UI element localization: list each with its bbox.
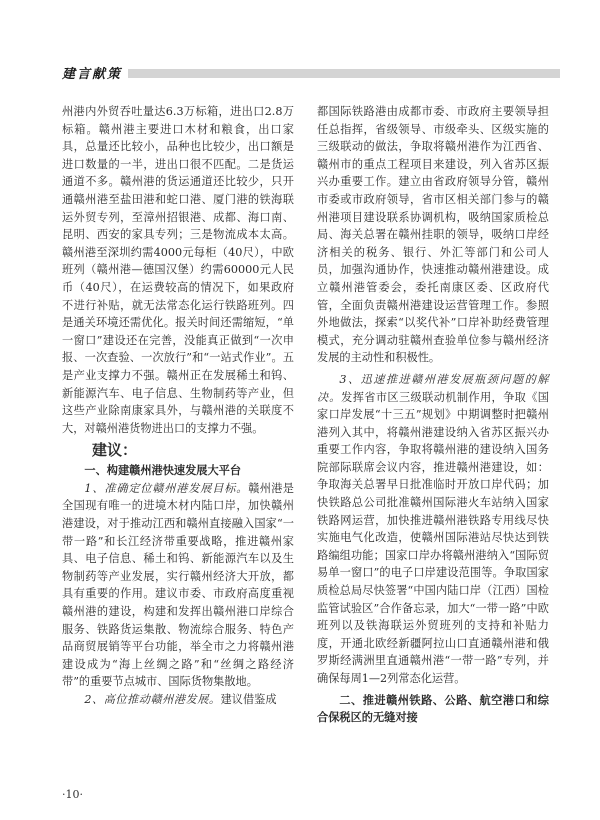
paragraph-1-text: 赣州港是全国现有唯一的进境木材内陆口岸，加快赣州港建设，对于推动江西和赣州直接融入国家“一带一路”和长江经济带重要战略，推进赣州家具、电子信息、稀土和钨、新能源汽车以及生物制药等产业发展，实行赣州经济大开放，都具有重要的作用。建议市委、市政府高度重视赣州港的建设，构建和发挥出赣州港口岸综合服务、铁路货运集散、物流综合服务、特色产品商贸展销等平台功能，举全市之力将赣州港建设成为“海上丝绸之路”和“丝绸之路经济带”的重要节点城市、国际货物集散地。: [62, 481, 294, 689]
section-heading-2: 二、推进赣州铁路、公路、航空港口和综合保税区的无缝对接: [317, 693, 549, 725]
suggestions-heading: 建议：: [92, 441, 138, 460]
subheading-3: 3、迅速推进赣州港发展瓶颈问题的解决。: [317, 372, 549, 404]
paragraph-1: [62, 480, 294, 691]
subheading-1: 1、准确定位赣州港发展目标。: [84, 481, 249, 495]
paragraph-3-text: 发挥省市区三级联动机制作用，争取《国家口岸发展“十三五”规划》中期调整时把赣州港列入其中，将赣州港建设纳入省苏区振兴办重要工作内容，争取将赣州港的建设纳入国务院部际联席会议内容，推进赣州港建设，如：争取海关总署早日批准临时开放口岸代码；加快铁路总公司批准赣州国际港火车站纳入国家铁路网运营，加快推进赣州港铁路专用线尽快实施电气化改造，使赣州国际港站尽快达到铁路编组功能；国家口岸办将赣州港纳入“国际贸易单一窗口”的电子口岸建设范围等。争取国家质检总局尽快签署“中国内陆口岸（江西）国检监管试验区”合作备忘录，加大“一带一路”中欧班列以及铁海联运外贸班列的支持和补贴力度，开通北欧经新疆阿拉山口直通赣州港和俄罗斯经满洲里直通赣州港“一带一路”专列，并确保每周1—2列常态化运营。: [317, 390, 549, 685]
left-column: [62, 103, 294, 709]
header-bar: [128, 69, 560, 78]
page-header: [62, 63, 562, 83]
section-heading-1: 一、构建赣州港快速发展大平台: [84, 464, 242, 478]
column-title: 建言献策: [62, 67, 123, 82]
subheading-2: 2、高位推动赣州港发展。: [84, 693, 221, 706]
paragraph-problems: 州港内外贸吞吐量达6.3万标箱，进出口2.8万标箱。赣州港主要进口木材和粮食，出口家具，总量还比较小，品种也比较少，出口额是进口数量的一半，进出口很不匹配。二是货运通道不多。赣州港的货运通道还比较少，只开通赣州港至盐田港和蛇口港、厦门港的铁海联运外贸专列，至漳州招银港、成都、海口南、昆明、西安的家具专列；三是物流成本太高。赣州港至深圳约需4000元每柜（40尺），中欧班列（赣州港—德国汉堡）约需60000元人民币（40尺），在运费较高的情况下，如果政府不进行补贴，就无法常态化运行铁路班列。四是通关环境还需优化。报关时间还需缩短，“单一窗口”建设还在完善，没能真正做到“一次申报、一次查验、一次放行”和“一站式作业”。五是产业支撑力不强。赣州正在发展稀土和钨、新能源汽车、电子信息、生物制药等产业，但这些产业除南康家具外，与赣州港的关联度不大，对赣州港货物进出口的支撑力不强。: [62, 105, 294, 435]
paragraph-3: [317, 371, 549, 688]
paragraph-2-text: 建议借鉴成: [220, 693, 277, 706]
paragraph-2: [62, 691, 294, 709]
right-column: [317, 103, 549, 727]
page-number: ·10·: [62, 788, 83, 801]
paragraph-2-continued: 都国际铁路港由成都市委、市政府主要领导担任总指挥，省级领导、市级牵头、区级实施的三级联动的做法，争取将赣州港作为江西省、赣州市的重点工程项目来建设，列入省苏区振兴办重要工作。建立由省政府领导分管，赣州市委或市政府领导，省市区相关部门参与的赣州港项目建设联系协调机构，吸纳国家质检总局、海关总署在赣州挂职的领导，吸纳口岸经济相关的税务、银行、外汇等部门和公司人员，加强沟通协作，快速推动赣州港建设。成立赣州港管委会，委托南康区委、区政府代管，全面负责赣州港建设运营管理工作。参照外地做法，探索“以奖代补”口岸补助经费管理模式，充分调动驻赣州查验单位参与赣州经济发展的主动性和积极性。: [317, 105, 549, 365]
